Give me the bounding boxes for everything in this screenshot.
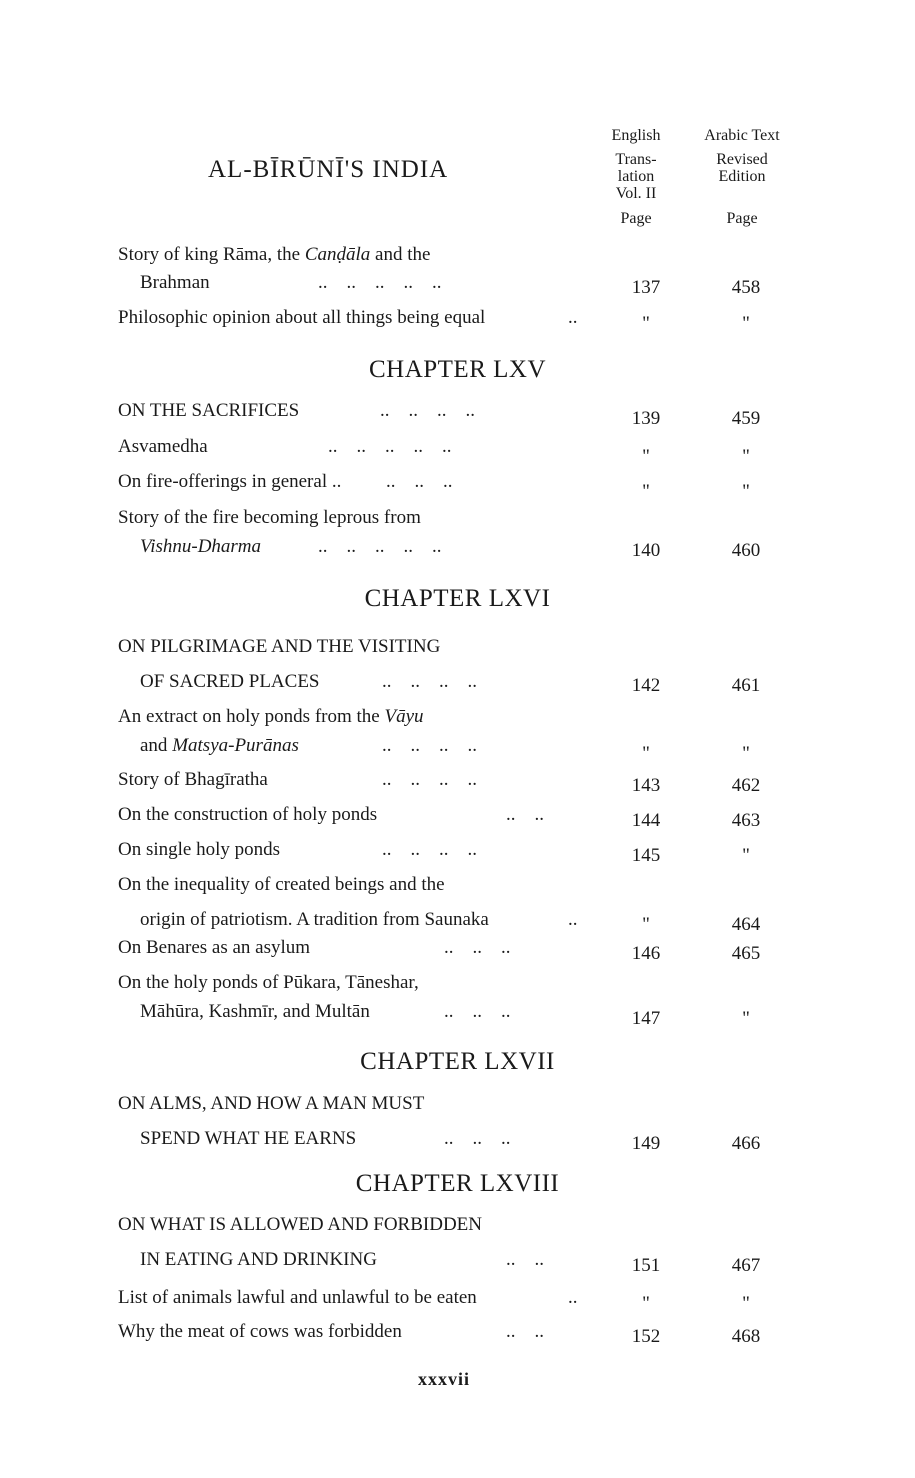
entry-title-line [118,1321,402,1343]
chapter-heading: CHAPTER LXVIII [355,1170,560,1197]
entry-title-text: On fire-offerings in general .. [118,471,342,492]
english-page-number: " [642,743,650,764]
english-page-number: 139 [631,408,661,429]
entry-title-continuation [140,671,320,693]
entry-title-italic: Canḍāla [304,244,371,265]
leader-dots: .. .. .. .. [382,735,477,756]
leader-dots: .. [568,307,578,328]
entry-title-text: On the inequality of created beings and the [118,874,445,895]
entry-title-line [118,1093,424,1115]
entry-title-continuation [140,536,261,558]
entry-title-text: and [140,735,173,756]
entry-title-continuation [140,1128,356,1150]
entry-title-text: ON THE SACRIFICES [118,400,300,421]
english-page-number: " [642,313,650,334]
entry-title-line [118,937,310,959]
english-page-number: 151 [631,1255,661,1276]
arabic-page-number: 464 [731,914,761,935]
entry-title-text: An extract on holy ponds from the [118,706,385,727]
entry-title-text: List of animals lawful and unlawful to be eaten [118,1287,477,1308]
entry-title-line [118,400,299,422]
entry-title-line [118,874,445,896]
leader-dots: .. .. [506,804,544,825]
english-page-number: 149 [631,1133,661,1154]
entry-title-continuation [140,909,489,931]
arabic-page-number: 458 [731,277,761,298]
leader-dots: .. .. .. [444,937,511,958]
running-title: AL-BĪRŪNĪ'S INDIA [208,156,449,183]
entry-title-line [118,804,377,826]
english-page-number: 140 [631,540,661,561]
chapter-heading: CHAPTER LXVI [364,585,551,612]
english-page-number: 144 [631,810,661,831]
leader-dots: .. .. .. .. .. [318,536,442,557]
chapter-heading: CHAPTER LXVII [360,1048,555,1075]
entry-title-text: ON PILGRIMAGE AND THE VISITING [118,636,441,657]
entry-title-text: and the [370,244,431,265]
entry-title-continuation [140,272,210,294]
entry-title-line [118,1214,482,1236]
arabic-page-number: 462 [731,775,761,796]
entry-title-text: On single holy ponds [118,839,281,860]
english-page-number: 152 [631,1326,661,1347]
leader-dots: .. .. [506,1321,544,1342]
english-page-number: 147 [631,1008,661,1029]
entry-title-text: Why the meat of cows was forbidden [118,1321,402,1342]
leader-dots: .. .. .. [444,1128,511,1149]
arabic-page-number: 463 [731,810,761,831]
entry-title-continuation [140,1001,370,1023]
column-header-page-label: Page [620,210,652,227]
arabic-page-number: " [742,313,750,334]
entry-title-text: Philosophic opinion about all things being equal [118,307,486,328]
chapter-heading: CHAPTER LXV [368,356,547,383]
arabic-page-number: 465 [731,943,761,964]
arabic-page-number: " [742,1293,750,1314]
leader-dots: .. .. .. .. .. [328,436,452,457]
english-page-number: 145 [631,845,661,866]
entry-title-line [118,436,208,458]
arabic-page-number: " [742,446,750,467]
entry-title-italic: Vishnu-Dharma [140,536,262,557]
column-header-page-label: Page [726,210,758,227]
leader-dots: .. [568,1287,578,1308]
entry-title-text: origin of patriotism. A tradition from Saunaka [140,909,489,930]
entry-title-text: On the construction of holy ponds [118,804,378,825]
arabic-page-number: 466 [731,1133,761,1154]
entry-title-line [118,471,341,493]
entry-title-line [118,839,280,861]
column-header-line: Vol. II [615,185,657,202]
column-header-line: Trans- [615,151,657,168]
column-header-arabic [686,127,798,227]
entry-title-italic: Vāyu [384,706,424,727]
arabic-page-number: 467 [731,1255,761,1276]
english-page-number: 137 [631,277,661,298]
leader-dots: .. .. .. .. [382,671,477,692]
column-header-english [596,127,676,227]
entry-title-text: Story of the fire becoming leprous from [118,507,421,528]
entry-title-continuation [140,1249,377,1271]
arabic-page-number: " [742,481,750,502]
arabic-page-number: " [742,845,750,866]
arabic-page-number: 468 [731,1326,761,1347]
english-page-number: 146 [631,943,661,964]
entry-title-line [118,636,440,658]
page-folio: xxxvii [417,1369,470,1389]
arabic-page-number: " [742,743,750,764]
leader-dots: .. [568,909,578,930]
leader-dots: .. .. .. .. [382,769,477,790]
entry-title-text: Story of Bhagīratha [118,769,268,790]
leader-dots: .. .. .. .. .. [318,272,442,293]
entry-title-text: SPEND WHAT HE EARNS [140,1128,357,1149]
entry-title-text: On Benares as an asylum [118,937,311,958]
leader-dots: .. .. .. [386,471,453,492]
leader-dots: .. .. .. .. [380,400,475,421]
column-header-line: Arabic Text [704,127,780,144]
leader-dots: .. .. .. [444,1001,511,1022]
arabic-page-number: 461 [731,675,761,696]
entry-title-text: IN EATING AND DRINKING [140,1249,377,1270]
arabic-page-number: 459 [731,408,761,429]
entry-title-text: Māhūra, Kashmīr, and Multān [140,1001,370,1022]
entry-title-line [118,769,268,791]
leader-dots: .. .. .. .. [382,839,477,860]
entry-title-line [118,972,419,994]
entry-title-line [118,706,424,728]
column-header-line: English [611,127,661,144]
english-page-number: " [642,914,650,935]
entry-title-text: ON WHAT IS ALLOWED AND FORBIDDEN [118,1214,482,1235]
entry-title-text: Story of king Rāma, the [118,244,305,265]
english-page-number: " [642,481,650,502]
english-page-number: 142 [631,675,661,696]
entry-title-line [118,507,421,529]
entry-title-text: Asvamedha [118,436,208,457]
entry-title-text: On the holy ponds of Pūkara, Tāneshar, [118,972,419,993]
column-header-line: Revised [716,151,768,168]
english-page-number: 143 [631,775,661,796]
entry-title-continuation [140,735,299,757]
entry-title-text: ON ALMS, AND HOW A MAN MUST [118,1093,425,1114]
arabic-page-number: " [742,1008,750,1029]
entry-title-line [118,244,430,266]
arabic-page-number: 460 [731,540,761,561]
column-header-line: lation [617,168,655,185]
entry-title-line [118,1287,477,1309]
column-header-line: Edition [718,168,766,185]
english-page-number: " [642,446,650,467]
entry-title-line [118,307,485,329]
entry-title-italic: Matsya-Purānas [172,735,299,756]
english-page-number: " [642,1293,650,1314]
leader-dots: .. .. [506,1249,544,1270]
entry-title-text: OF SACRED PLACES [140,671,320,692]
entry-title-text: Brahman [140,272,210,293]
